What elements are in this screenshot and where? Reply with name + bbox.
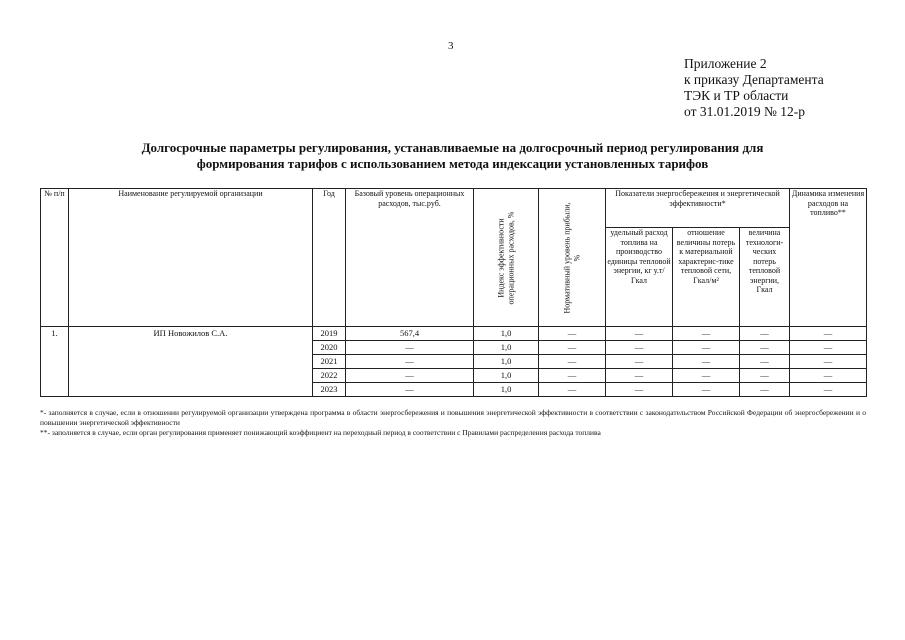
cell-energy-2: — <box>673 355 740 369</box>
cell-energy-1: — <box>606 327 673 341</box>
cell-base: — <box>346 341 474 355</box>
header-loss-ratio: отношение величины потерь к материальной характерис-тике тепловой сети, Гкал/м² <box>673 228 740 327</box>
header-efficiency-index: Индекс эффективности операционных расходов, % <box>496 211 515 304</box>
header-efficiency-index-cell <box>474 189 539 327</box>
appendix-line: Приложение 2 <box>684 56 767 71</box>
cell-energy-3: — <box>740 355 790 369</box>
cell-year: 2022 <box>313 369 346 383</box>
header-fuel-dynamics: Динамика изменения расходов на топливо** <box>790 189 867 327</box>
cell-dynamics: — <box>790 341 867 355</box>
title-line: формирования тарифов с использованием метода индексации установленных тарифов <box>196 156 709 171</box>
cell-index: 1,0 <box>474 383 539 397</box>
org-name: ИП Новожилов С.А. <box>69 327 313 397</box>
cell-profit: — <box>539 383 606 397</box>
appendix-line: ТЭК и ТР области <box>684 88 789 103</box>
header-org: Наименование регулируемой организации <box>69 189 313 327</box>
cell-energy-2: — <box>673 341 740 355</box>
table-row <box>41 327 867 341</box>
parameters-table <box>40 188 867 397</box>
cell-index: 1,0 <box>474 369 539 383</box>
header-num: № п/п <box>41 189 69 327</box>
header-tech-losses: величина технологи-ческих потерь тепловой энергии, Гкал <box>740 228 790 327</box>
org-number: 1. <box>41 327 69 397</box>
cell-energy-3: — <box>740 369 790 383</box>
document-title <box>40 140 865 172</box>
cell-base: 567,4 <box>346 327 474 341</box>
cell-energy-3: — <box>740 383 790 397</box>
cell-energy-3: — <box>740 341 790 355</box>
page-number: 3 <box>448 40 454 52</box>
cell-dynamics: — <box>790 383 867 397</box>
header-profit-level-cell <box>539 189 606 327</box>
cell-dynamics: — <box>790 355 867 369</box>
cell-energy-2: — <box>673 327 740 341</box>
appendix-line: от 31.01.2019 № 12-р <box>684 104 805 119</box>
cell-year: 2021 <box>313 355 346 369</box>
cell-energy-3: — <box>740 327 790 341</box>
cell-energy-2: — <box>673 369 740 383</box>
cell-energy-1: — <box>606 355 673 369</box>
cell-index: 1,0 <box>474 327 539 341</box>
cell-profit: — <box>539 369 606 383</box>
cell-profit: — <box>539 327 606 341</box>
cell-year: 2023 <box>313 383 346 397</box>
footnote-fuel: **- заполняется в случае, если орган регулирования применяет понижающий коэффициент на переходный период в соответствии с Правилами распределения расхода топлива <box>40 428 601 437</box>
appendix-line: к приказу Департамента <box>684 72 824 87</box>
header-year: Год <box>313 189 346 327</box>
cell-index: 1,0 <box>474 355 539 369</box>
header-profit-level: Нормативный уровень прибыли, % <box>562 202 581 313</box>
footnote-energy: *- заполняется в случае, если в отношении регулируемой организации утверждена программа в области энергосбережения и повышения энергетической эффективности в соответствии с законодательством Российской Федерации об энергосбережении и о повышении энергетической эффективности <box>40 408 866 427</box>
cell-energy-1: — <box>606 369 673 383</box>
cell-energy-1: — <box>606 383 673 397</box>
cell-energy-1: — <box>606 341 673 355</box>
cell-profit: — <box>539 355 606 369</box>
header-energy-group: Показатели энергосбережения и энергетической эффективности* <box>606 189 790 228</box>
cell-profit: — <box>539 341 606 355</box>
cell-energy-2: — <box>673 383 740 397</box>
header-specific-fuel: удельный расход топлива на производство единицы тепловой энергии, кг у.т/Гкал <box>606 228 673 327</box>
cell-index: 1,0 <box>474 341 539 355</box>
cell-dynamics: — <box>790 369 867 383</box>
cell-base: — <box>346 369 474 383</box>
title-line: Долгосрочные параметры регулирования, устанавливаемые на долгосрочный период регулирования для <box>141 140 764 155</box>
appendix-block <box>684 56 824 120</box>
footnotes <box>40 408 866 438</box>
cell-year: 2019 <box>313 327 346 341</box>
cell-dynamics: — <box>790 327 867 341</box>
cell-year: 2020 <box>313 341 346 355</box>
header-base-expenses: Базовый уровень операционных расходов, тыс.руб. <box>346 189 474 327</box>
cell-base: — <box>346 355 474 369</box>
cell-base: — <box>346 383 474 397</box>
